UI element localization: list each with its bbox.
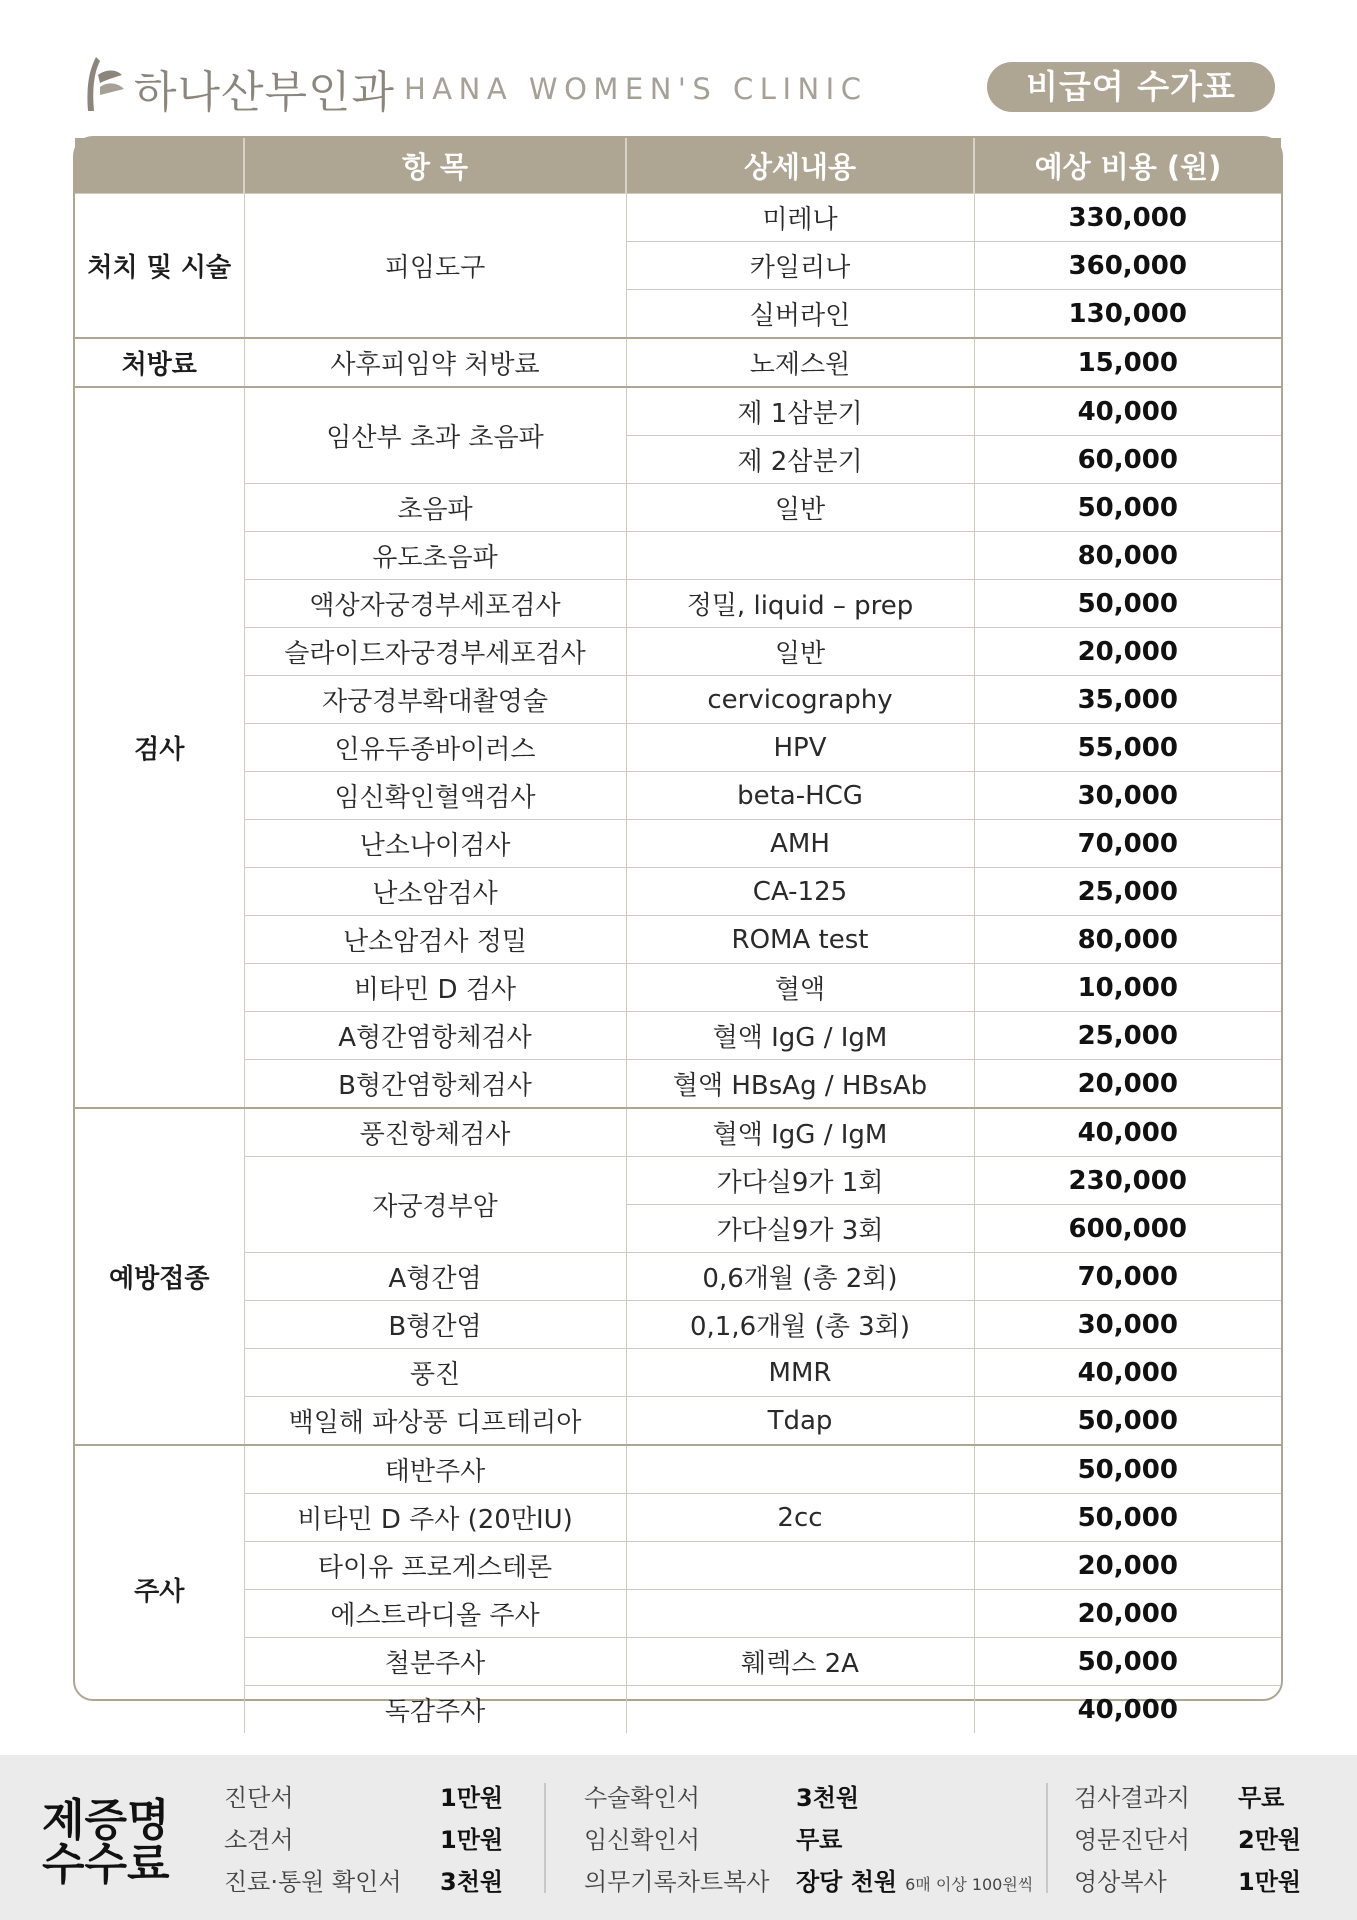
certificate-fee bbox=[796, 1861, 1033, 1906]
price-cell: 20,000 bbox=[974, 628, 1281, 676]
footer-fee-row bbox=[224, 1861, 524, 1903]
price-cell: 50,000 bbox=[974, 580, 1281, 628]
detail-cell: HPV bbox=[626, 724, 974, 772]
price-cell: 20,000 bbox=[974, 1590, 1281, 1638]
item-cell: 난소암검사 bbox=[244, 868, 626, 916]
item-cell: 인유두종바이러스 bbox=[244, 724, 626, 772]
footer-fee-row bbox=[1074, 1861, 1334, 1903]
footer-fee-row bbox=[584, 1819, 1054, 1861]
table-row bbox=[75, 1108, 1281, 1157]
certificate-fee: 무료 bbox=[796, 1826, 843, 1854]
item-cell: A형간염항체검사 bbox=[244, 1012, 626, 1060]
column-header-item: 항 목 bbox=[244, 138, 626, 194]
detail-cell: MMR bbox=[626, 1349, 974, 1397]
item-cell: 피임도구 bbox=[244, 194, 626, 339]
detail-cell: 0,1,6개월 (총 3회) bbox=[626, 1301, 974, 1349]
price-cell: 360,000 bbox=[974, 242, 1281, 290]
price-cell: 55,000 bbox=[974, 724, 1281, 772]
detail-cell: 혈액 IgG / IgM bbox=[626, 1108, 974, 1157]
detail-cell: 훼렉스 2A bbox=[626, 1638, 974, 1686]
footer-fee-row bbox=[224, 1777, 524, 1819]
item-cell: 에스트라디올 주사 bbox=[244, 1590, 626, 1638]
table-row bbox=[75, 1686, 1281, 1734]
price-cell: 230,000 bbox=[974, 1157, 1281, 1205]
table-row bbox=[75, 484, 1281, 532]
certificate-fee-footer bbox=[0, 1755, 1357, 1920]
item-cell: 비타민 D 검사 bbox=[244, 964, 626, 1012]
detail-cell bbox=[626, 1686, 974, 1734]
price-cell: 35,000 bbox=[974, 676, 1281, 724]
footer-fee-row bbox=[584, 1861, 1054, 1903]
footer-fee-row bbox=[224, 1819, 524, 1861]
table-row bbox=[75, 532, 1281, 580]
detail-cell: 노제스원 bbox=[626, 338, 974, 387]
category-cell: 처방료 bbox=[75, 338, 244, 387]
table-row bbox=[75, 1638, 1281, 1686]
detail-cell: CA-125 bbox=[626, 868, 974, 916]
price-cell: 70,000 bbox=[974, 820, 1281, 868]
item-cell: 초음파 bbox=[244, 484, 626, 532]
detail-cell: beta-HCG bbox=[626, 772, 974, 820]
price-cell: 20,000 bbox=[974, 1542, 1281, 1590]
detail-cell: Tdap bbox=[626, 1397, 974, 1446]
item-cell: 비타민 D 주사 (20만IU) bbox=[244, 1494, 626, 1542]
price-cell: 50,000 bbox=[974, 1445, 1281, 1494]
footer-column-2 bbox=[584, 1777, 1054, 1903]
item-cell: 자궁경부확대촬영술 bbox=[244, 676, 626, 724]
clinic-name-korean: 하나산부인과 bbox=[134, 67, 396, 118]
category-cell: 처치 및 시술 bbox=[75, 194, 244, 339]
table-row bbox=[75, 868, 1281, 916]
detail-cell: ROMA test bbox=[626, 916, 974, 964]
table-row bbox=[75, 1445, 1281, 1494]
item-cell: B형간염 bbox=[244, 1301, 626, 1349]
item-cell: 슬라이드자궁경부세포검사 bbox=[244, 628, 626, 676]
footer-fee-row bbox=[1074, 1777, 1334, 1819]
footer-divider bbox=[1046, 1783, 1048, 1893]
price-cell: 600,000 bbox=[974, 1205, 1281, 1253]
table-row bbox=[75, 1494, 1281, 1542]
price-cell: 30,000 bbox=[974, 1301, 1281, 1349]
detail-cell: 카일리나 bbox=[626, 242, 974, 290]
category-cell: 예방접종 bbox=[75, 1108, 244, 1445]
certificate-fee: 2만원 bbox=[1238, 1826, 1302, 1854]
detail-cell: 2cc bbox=[626, 1494, 974, 1542]
item-cell: 액상자궁경부세포검사 bbox=[244, 580, 626, 628]
column-header-price: 예상 비용 (원) bbox=[974, 138, 1281, 194]
category-cell: 검사 bbox=[75, 387, 244, 1108]
price-cell: 30,000 bbox=[974, 772, 1281, 820]
detail-cell: cervicography bbox=[626, 676, 974, 724]
price-cell: 40,000 bbox=[974, 1108, 1281, 1157]
price-cell: 130,000 bbox=[974, 290, 1281, 339]
table-row bbox=[75, 1157, 1281, 1205]
footer-title-line: 제증명 bbox=[42, 1795, 170, 1846]
page-title-badge: 비급여 수가표 bbox=[987, 62, 1275, 112]
certificate-fee: 3천원 bbox=[440, 1868, 504, 1896]
detail-cell: 제 1삼분기 bbox=[626, 387, 974, 436]
certificate-fee: 무료 bbox=[1238, 1784, 1285, 1812]
item-cell: 난소나이검사 bbox=[244, 820, 626, 868]
price-cell: 50,000 bbox=[974, 1494, 1281, 1542]
certificate-name: 검사결과지 bbox=[1074, 1784, 1190, 1812]
detail-cell: 일반 bbox=[626, 484, 974, 532]
table-row bbox=[75, 1301, 1281, 1349]
fee-table-container bbox=[73, 136, 1283, 1727]
price-cell: 60,000 bbox=[974, 436, 1281, 484]
certificate-name: 수술확인서 bbox=[584, 1784, 700, 1812]
table-row bbox=[75, 1060, 1281, 1109]
item-cell: 임산부 초과 초음파 bbox=[244, 387, 626, 484]
certificate-fee-note: 6매 이상 100원씩 bbox=[905, 1875, 1034, 1894]
footer-fee-row bbox=[584, 1777, 1054, 1819]
clinic-logo-icon bbox=[82, 53, 128, 115]
item-cell: 백일해 파상풍 디프테리아 bbox=[244, 1397, 626, 1446]
table-row bbox=[75, 772, 1281, 820]
price-cell: 50,000 bbox=[974, 484, 1281, 532]
table-row bbox=[75, 820, 1281, 868]
table-header-row bbox=[75, 138, 1281, 194]
price-cell: 25,000 bbox=[974, 1012, 1281, 1060]
detail-cell: 제 2삼분기 bbox=[626, 436, 974, 484]
detail-cell: 혈액 bbox=[626, 964, 974, 1012]
item-cell: 풍진항체검사 bbox=[244, 1108, 626, 1157]
table-row bbox=[75, 916, 1281, 964]
footer-title bbox=[42, 1795, 172, 1890]
price-cell: 70,000 bbox=[974, 1253, 1281, 1301]
table-row bbox=[75, 1349, 1281, 1397]
item-cell: B형간염항체검사 bbox=[244, 1060, 626, 1109]
certificate-fee: 1만원 bbox=[440, 1784, 504, 1812]
table-row bbox=[75, 194, 1281, 242]
clinic-name-english: HANA WOMEN'S CLINIC bbox=[404, 72, 868, 106]
page-header bbox=[82, 50, 1275, 120]
item-cell: 타이유 프로게스테론 bbox=[244, 1542, 626, 1590]
detail-cell bbox=[626, 1542, 974, 1590]
item-cell: 유도초음파 bbox=[244, 532, 626, 580]
detail-cell: 가다실9가 3회 bbox=[626, 1205, 974, 1253]
detail-cell: 혈액 IgG / IgM bbox=[626, 1012, 974, 1060]
table-row bbox=[75, 1590, 1281, 1638]
price-cell: 80,000 bbox=[974, 532, 1281, 580]
detail-cell: 0,6개월 (총 2회) bbox=[626, 1253, 974, 1301]
detail-cell bbox=[626, 1445, 974, 1494]
item-cell: 임신확인혈액검사 bbox=[244, 772, 626, 820]
certificate-fee: 1만원 bbox=[440, 1826, 504, 1854]
table-row bbox=[75, 1253, 1281, 1301]
certificate-fee: 1만원 bbox=[1238, 1868, 1302, 1896]
price-cell: 15,000 bbox=[974, 338, 1281, 387]
fee-table bbox=[75, 138, 1281, 1733]
column-header-detail: 상세내용 bbox=[626, 138, 974, 194]
detail-cell: 실버라인 bbox=[626, 290, 974, 339]
certificate-name: 의무기록차트복사 bbox=[584, 1868, 770, 1896]
certificate-name: 소견서 bbox=[224, 1826, 294, 1854]
price-cell: 50,000 bbox=[974, 1638, 1281, 1686]
price-cell: 20,000 bbox=[974, 1060, 1281, 1109]
table-row bbox=[75, 964, 1281, 1012]
certificate-fee-value: 장당 천원 bbox=[796, 1868, 898, 1896]
price-cell: 40,000 bbox=[974, 1349, 1281, 1397]
price-cell: 330,000 bbox=[974, 194, 1281, 242]
footer-fee-row bbox=[1074, 1819, 1334, 1861]
column-header-category bbox=[75, 138, 244, 194]
table-row bbox=[75, 580, 1281, 628]
price-cell: 25,000 bbox=[974, 868, 1281, 916]
table-row bbox=[75, 676, 1281, 724]
detail-cell bbox=[626, 1590, 974, 1638]
table-row bbox=[75, 724, 1281, 772]
certificate-name: 임신확인서 bbox=[584, 1826, 700, 1854]
table-row bbox=[75, 1012, 1281, 1060]
item-cell: 철분주사 bbox=[244, 1638, 626, 1686]
footer-title-line: 수수료 bbox=[42, 1839, 170, 1890]
certificate-name: 영상복사 bbox=[1074, 1868, 1167, 1896]
certificate-name: 영문진단서 bbox=[1074, 1826, 1190, 1854]
item-cell: 풍진 bbox=[244, 1349, 626, 1397]
price-cell: 80,000 bbox=[974, 916, 1281, 964]
detail-cell: 일반 bbox=[626, 628, 974, 676]
certificate-name: 진단서 bbox=[224, 1784, 294, 1812]
footer-column-1 bbox=[224, 1777, 524, 1903]
certificate-fee: 3천원 bbox=[796, 1784, 860, 1812]
table-row bbox=[75, 338, 1281, 387]
detail-cell: 혈액 HBsAg / HBsAb bbox=[626, 1060, 974, 1109]
price-cell: 50,000 bbox=[974, 1397, 1281, 1446]
detail-cell: AMH bbox=[626, 820, 974, 868]
table-row bbox=[75, 1397, 1281, 1446]
item-cell: 자궁경부암 bbox=[244, 1157, 626, 1253]
price-cell: 10,000 bbox=[974, 964, 1281, 1012]
category-cell: 주사 bbox=[75, 1445, 244, 1733]
price-cell: 40,000 bbox=[974, 387, 1281, 436]
certificate-name: 진료·통원 확인서 bbox=[224, 1868, 402, 1896]
table-row bbox=[75, 628, 1281, 676]
table-row bbox=[75, 1542, 1281, 1590]
table-row bbox=[75, 387, 1281, 436]
item-cell: A형간염 bbox=[244, 1253, 626, 1301]
footer-divider bbox=[544, 1783, 546, 1893]
detail-cell: 미레나 bbox=[626, 194, 974, 242]
item-cell: 난소암검사 정밀 bbox=[244, 916, 626, 964]
footer-column-3 bbox=[1074, 1777, 1334, 1903]
item-cell: 독감주사 bbox=[244, 1686, 626, 1734]
detail-cell bbox=[626, 532, 974, 580]
item-cell: 태반주사 bbox=[244, 1445, 626, 1494]
item-cell: 사후피임약 처방료 bbox=[244, 338, 626, 387]
price-cell: 40,000 bbox=[974, 1686, 1281, 1734]
detail-cell: 가다실9가 1회 bbox=[626, 1157, 974, 1205]
detail-cell: 정밀, liquid – prep bbox=[626, 580, 974, 628]
